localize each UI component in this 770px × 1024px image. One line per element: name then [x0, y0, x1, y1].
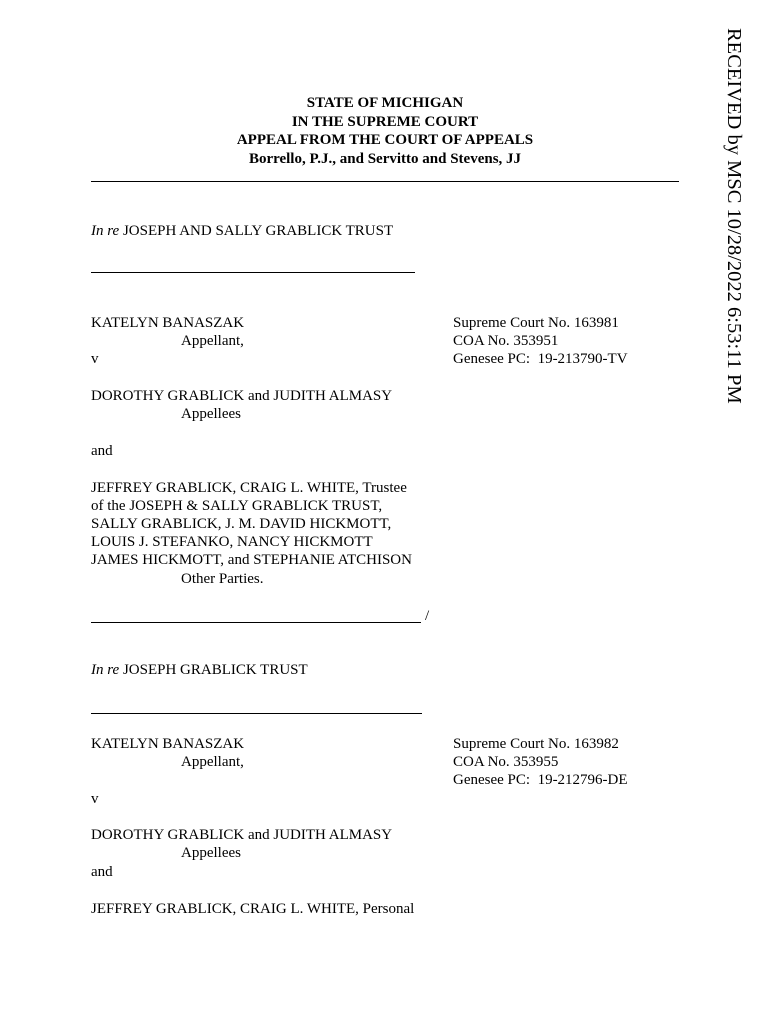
case1-appellant-name: KATELYN BANASZAK — [91, 315, 245, 331]
case1-in-re-prefix: In re — [91, 223, 120, 239]
case1-appellees-names: DOROTHY GRABLICK and JUDITH ALMASY — [91, 388, 393, 404]
header-appeal: APPEAL FROM THE COURT OF APPEALS — [236, 132, 534, 148]
case1-coa-no: COA No. 353951 — [453, 333, 559, 349]
case2-appellant-name: KATELYN BANASZAK — [91, 736, 245, 752]
case2-in-re-prefix: In re — [91, 662, 120, 678]
case1-separator-mark: / — [425, 608, 430, 624]
case1-other-parties-role: Other Parties. — [181, 571, 264, 587]
header-court: IN THE SUPREME COURT — [291, 114, 479, 130]
case1-other-party-line: SALLY GRABLICK, J. M. DAVID HICKMOTT, — [91, 516, 392, 532]
header-judges: Borrello, P.J., and Servitto and Stevens, JJ — [248, 151, 522, 167]
case1-supreme-court-no: Supreme Court No. 163981 — [453, 315, 619, 331]
case2-supreme-court-no: Supreme Court No. 163982 — [453, 736, 619, 752]
case2-versus: v — [91, 791, 99, 807]
case1-in-re-title: JOSEPH AND SALLY GRABLICK TRUST — [122, 223, 394, 239]
case1-and: and — [91, 443, 113, 459]
case2-in-re — [91, 661, 308, 679]
case1-title-rule — [91, 272, 415, 273]
case2-other-party-line: JEFFREY GRABLICK, CRAIG L. WHITE, Personal — [91, 901, 415, 917]
header-state: STATE OF MICHIGAN — [306, 95, 464, 111]
case2-appellees-names: DOROTHY GRABLICK and JUDITH ALMASY — [91, 827, 393, 843]
case2-appellant-role: Appellant, — [181, 754, 244, 770]
header-rule — [91, 181, 679, 182]
case2-genesee-pc: Genesee PC: 19-212796-DE — [453, 772, 628, 788]
case2-title-rule — [91, 713, 422, 714]
case2-coa-no: COA No. 353955 — [453, 754, 559, 770]
case1-other-party-line: LOUIS J. STEFANKO, NANCY HICKMOTT — [91, 534, 373, 550]
case2-and: and — [91, 864, 113, 880]
case1-in-re — [91, 222, 393, 240]
case1-closing-rule — [91, 622, 421, 623]
case1-versus: v — [91, 351, 99, 367]
case2-in-re-title: JOSEPH GRABLICK TRUST — [122, 662, 308, 678]
case1-other-party-line: JEFFREY GRABLICK, CRAIG L. WHITE, Trustee — [91, 480, 407, 496]
case1-other-party-line: JAMES HICKMOTT, and STEPHANIE ATCHISON — [91, 552, 412, 568]
received-stamp: RECEIVED by MSC 10/28/2022 6:53:11 PM — [723, 28, 745, 404]
case1-genesee-pc: Genesee PC: 19-213790-TV — [453, 351, 628, 367]
case2-appellees-role: Appellees — [181, 845, 241, 861]
case1-appellant-role: Appellant, — [181, 333, 244, 349]
case1-appellees-role: Appellees — [181, 406, 241, 422]
case1-other-party-line: of the JOSEPH & SALLY GRABLICK TRUST, — [91, 498, 383, 514]
